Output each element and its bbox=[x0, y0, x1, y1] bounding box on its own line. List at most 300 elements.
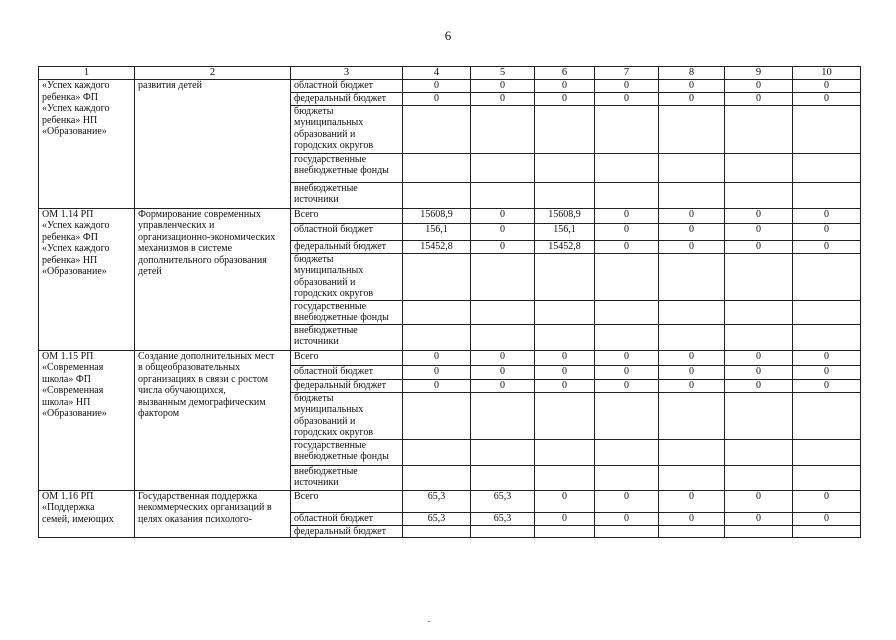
amount-cell bbox=[725, 80, 793, 93]
amount-cell bbox=[595, 439, 659, 465]
funding-source-line: федеральный бюджет bbox=[294, 240, 387, 252]
amount-cell bbox=[793, 392, 861, 439]
amount-value: 65,3 bbox=[493, 512, 512, 524]
measure-name-line: Создание дополнительных мест bbox=[138, 350, 275, 362]
measure-code-line: ребенка» НП bbox=[42, 254, 98, 266]
amount-cell bbox=[725, 512, 793, 525]
amount-value: 0 bbox=[434, 379, 439, 391]
amount-cell bbox=[659, 465, 725, 490]
funding-source-line: муниципальных bbox=[294, 117, 364, 128]
amount-cell bbox=[535, 379, 595, 392]
amount-cell bbox=[535, 490, 595, 512]
funding-source-line: источники bbox=[294, 194, 339, 205]
amount-cell bbox=[471, 253, 535, 300]
table-row bbox=[39, 490, 861, 512]
column-number: 4 bbox=[403, 67, 471, 80]
funding-source-cell bbox=[291, 379, 403, 392]
amount-cell bbox=[535, 350, 595, 365]
column-number: 8 bbox=[659, 67, 725, 80]
amount-value: 0 bbox=[824, 80, 829, 91]
amount-cell bbox=[535, 512, 595, 525]
measure-code-line: «Успех каждого bbox=[42, 220, 110, 231]
amount-cell bbox=[471, 525, 535, 538]
amount-cell bbox=[725, 324, 793, 350]
amount-cell bbox=[725, 105, 793, 153]
measure-name-line: некоммерческих организаций в bbox=[138, 502, 272, 513]
amount-cell bbox=[403, 208, 471, 223]
amount-cell bbox=[535, 392, 595, 439]
amount-cell bbox=[793, 490, 861, 512]
amount-cell bbox=[659, 182, 725, 208]
amount-value: 65,3 bbox=[427, 490, 446, 502]
amount-value: 0 bbox=[624, 240, 629, 252]
funding-source-cell bbox=[291, 465, 403, 490]
table-row bbox=[39, 350, 861, 365]
amount-cell bbox=[535, 223, 595, 240]
funding-source-line: бюджеты bbox=[294, 253, 334, 265]
amount-cell bbox=[793, 105, 861, 153]
amount-cell bbox=[471, 182, 535, 208]
table-row bbox=[39, 208, 861, 223]
measure-code-line: «Успех каждого bbox=[42, 103, 110, 114]
measure-name-line: числа обучающихся, bbox=[138, 385, 226, 396]
amount-cell bbox=[659, 324, 725, 350]
funding-source-line: Всего bbox=[294, 350, 319, 362]
amount-cell bbox=[471, 379, 535, 392]
measure-code-line: «Поддержка bbox=[42, 502, 95, 513]
table-row bbox=[39, 80, 861, 93]
funding-source-line: внебюджетные фонды bbox=[294, 312, 389, 323]
amount-cell bbox=[793, 153, 861, 182]
funding-source-line: областной бюджет bbox=[294, 80, 374, 91]
amount-value: 0 bbox=[624, 350, 629, 362]
measure-code-line: ОМ 1.15 РП bbox=[42, 350, 94, 362]
measure-name-cell bbox=[135, 350, 291, 490]
amount-cell bbox=[659, 525, 725, 538]
amount-cell bbox=[535, 465, 595, 490]
amount-value: 0 bbox=[689, 80, 694, 91]
amount-value: 0 bbox=[689, 208, 694, 220]
amount-cell bbox=[793, 465, 861, 490]
amount-cell bbox=[403, 365, 471, 379]
amount-value: 0 bbox=[434, 365, 439, 377]
funding-source-line: муниципальных bbox=[294, 265, 364, 276]
funding-source-line: образований и bbox=[294, 128, 356, 140]
funding-source-line: бюджеты bbox=[294, 105, 334, 117]
funding-source-line: государственные bbox=[294, 439, 367, 451]
amount-cell bbox=[725, 365, 793, 379]
amount-cell bbox=[793, 439, 861, 465]
amount-value: 0 bbox=[500, 92, 505, 104]
measure-name-line: вызванным демографическим bbox=[138, 396, 266, 408]
amount-cell bbox=[725, 208, 793, 223]
amount-cell bbox=[595, 253, 659, 300]
funding-source-cell bbox=[291, 525, 403, 538]
funding-source-line: областной бюджет bbox=[294, 512, 374, 524]
measure-code-line: ОМ 1.14 РП bbox=[42, 208, 94, 220]
funding-source-line: внебюджетные bbox=[294, 465, 358, 477]
amount-cell bbox=[659, 223, 725, 240]
amount-cell bbox=[659, 240, 725, 253]
amount-cell bbox=[403, 92, 471, 105]
amount-cell bbox=[595, 324, 659, 350]
amount-cell bbox=[725, 465, 793, 490]
amount-cell bbox=[793, 379, 861, 392]
funding-source-line: источники bbox=[294, 336, 339, 347]
funding-source-cell bbox=[291, 92, 403, 105]
amount-cell bbox=[403, 490, 471, 512]
amount-cell bbox=[725, 223, 793, 240]
funding-source-cell bbox=[291, 105, 403, 153]
amount-cell bbox=[403, 153, 471, 182]
amount-value: 0 bbox=[756, 512, 761, 524]
amount-cell bbox=[403, 80, 471, 93]
amount-cell bbox=[659, 105, 725, 153]
amount-cell bbox=[471, 490, 535, 512]
amount-cell bbox=[725, 392, 793, 439]
amount-cell bbox=[471, 392, 535, 439]
funding-source-line: внебюджетные bbox=[294, 324, 358, 336]
amount-cell bbox=[403, 392, 471, 439]
amount-value: 0 bbox=[562, 512, 567, 524]
amount-cell bbox=[793, 324, 861, 350]
amount-cell bbox=[471, 350, 535, 365]
measure-name-cell bbox=[135, 80, 291, 209]
measure-name-line: организациях в связи с ростом bbox=[138, 373, 269, 385]
column-number: 10 bbox=[793, 67, 861, 80]
amount-cell bbox=[725, 350, 793, 365]
amount-cell bbox=[659, 490, 725, 512]
amount-value: 0 bbox=[824, 365, 829, 377]
measure-code-cell bbox=[39, 208, 135, 350]
amount-value: 0 bbox=[756, 379, 761, 391]
amount-cell bbox=[471, 365, 535, 379]
funding-source-line: образований и bbox=[294, 276, 356, 288]
amount-value: 0 bbox=[824, 379, 829, 391]
funding-source-line: государственные bbox=[294, 300, 367, 312]
amount-cell bbox=[793, 365, 861, 379]
funding-source-line: внебюджетные фонды bbox=[294, 451, 389, 462]
amount-cell bbox=[535, 525, 595, 538]
amount-cell bbox=[403, 439, 471, 465]
measure-code-line: ребенка» ФП bbox=[42, 91, 98, 103]
amount-cell bbox=[471, 439, 535, 465]
measure-code-line: «Успех каждого bbox=[42, 243, 110, 254]
amount-cell bbox=[471, 240, 535, 253]
funding-source-cell bbox=[291, 512, 403, 525]
amount-value: 0 bbox=[689, 223, 694, 235]
measure-code-line: школа» ФП bbox=[42, 373, 91, 385]
amount-cell bbox=[471, 300, 535, 324]
amount-cell bbox=[595, 105, 659, 153]
amount-cell bbox=[793, 223, 861, 240]
amount-cell bbox=[725, 253, 793, 300]
column-number: 7 bbox=[595, 67, 659, 80]
amount-cell bbox=[535, 92, 595, 105]
amount-cell bbox=[595, 182, 659, 208]
funding-source-cell bbox=[291, 392, 403, 439]
amount-cell bbox=[659, 153, 725, 182]
amount-cell bbox=[471, 208, 535, 223]
amount-cell bbox=[725, 300, 793, 324]
amount-value: 65,3 bbox=[493, 490, 512, 502]
amount-value: 0 bbox=[824, 92, 829, 104]
scan-speck bbox=[428, 621, 430, 622]
amount-cell bbox=[595, 490, 659, 512]
amount-cell bbox=[725, 379, 793, 392]
amount-cell bbox=[403, 525, 471, 538]
amount-cell bbox=[725, 490, 793, 512]
amount-cell bbox=[535, 182, 595, 208]
funding-source-cell bbox=[291, 253, 403, 300]
column-number: 2 bbox=[135, 67, 291, 80]
amount-cell bbox=[595, 525, 659, 538]
amount-value: 15452,8 bbox=[548, 240, 581, 252]
funding-source-cell bbox=[291, 208, 403, 223]
amount-value: 0 bbox=[624, 490, 629, 502]
measure-name-cell bbox=[135, 490, 291, 538]
funding-source-line: бюджеты bbox=[294, 392, 334, 404]
amount-value: 156,1 bbox=[553, 223, 576, 235]
amount-cell bbox=[471, 324, 535, 350]
amount-value: 0 bbox=[562, 490, 567, 502]
amount-value: 0 bbox=[562, 80, 567, 91]
measure-name-line: механизмов в системе bbox=[138, 243, 233, 254]
measure-code-line: «Успех каждого bbox=[42, 80, 110, 91]
measure-name-line: детей bbox=[138, 266, 162, 277]
amount-value: 0 bbox=[689, 240, 694, 252]
funding-source-line: государственные bbox=[294, 153, 367, 165]
amount-cell bbox=[793, 208, 861, 223]
amount-cell bbox=[659, 439, 725, 465]
amount-value: 0 bbox=[562, 92, 567, 104]
amount-value: 0 bbox=[434, 80, 439, 91]
funding-source-line: федеральный бюджет bbox=[294, 379, 387, 391]
measure-code-line: школа» НП bbox=[42, 396, 91, 408]
amount-value: 0 bbox=[689, 350, 694, 362]
amount-cell bbox=[471, 92, 535, 105]
page-number: 6 bbox=[444, 28, 452, 43]
measure-code-line: «Образование» bbox=[42, 126, 107, 137]
amount-cell bbox=[403, 223, 471, 240]
amount-value: 0 bbox=[756, 350, 761, 362]
amount-value: 0 bbox=[689, 379, 694, 391]
measure-code-line: ребенка» ФП bbox=[42, 231, 98, 243]
amount-cell bbox=[595, 365, 659, 379]
amount-cell bbox=[403, 379, 471, 392]
amount-value: 0 bbox=[624, 512, 629, 524]
funding-source-line: федеральный бюджет bbox=[294, 525, 387, 537]
amount-cell bbox=[535, 80, 595, 93]
amount-cell bbox=[659, 512, 725, 525]
funding-source-line: Всего bbox=[294, 208, 319, 220]
measure-name-line: Формирование современных bbox=[138, 208, 261, 220]
measure-code-line: ребенка» НП bbox=[42, 114, 98, 126]
amount-value: 0 bbox=[500, 240, 505, 252]
funding-source-cell bbox=[291, 365, 403, 379]
column-number: 1 bbox=[39, 67, 135, 80]
amount-value: 0 bbox=[500, 80, 505, 91]
amount-cell bbox=[725, 525, 793, 538]
amount-cell bbox=[595, 208, 659, 223]
amount-value: 0 bbox=[500, 379, 505, 391]
amount-value: 0 bbox=[824, 350, 829, 362]
amount-cell bbox=[659, 350, 725, 365]
amount-cell bbox=[595, 392, 659, 439]
amount-cell bbox=[535, 439, 595, 465]
amount-cell bbox=[471, 223, 535, 240]
amount-cell bbox=[595, 512, 659, 525]
amount-cell bbox=[403, 324, 471, 350]
amount-cell bbox=[793, 80, 861, 93]
amount-cell bbox=[471, 80, 535, 93]
amount-value: 0 bbox=[624, 208, 629, 220]
amount-value: 0 bbox=[756, 365, 761, 377]
amount-cell bbox=[793, 253, 861, 300]
amount-value: 0 bbox=[500, 365, 505, 377]
amount-value: 0 bbox=[756, 208, 761, 220]
amount-value: 156,1 bbox=[425, 223, 448, 235]
funding-source-cell bbox=[291, 80, 403, 93]
amount-cell bbox=[595, 80, 659, 93]
amount-value: 0 bbox=[500, 208, 505, 220]
amount-cell bbox=[793, 182, 861, 208]
amount-cell bbox=[595, 350, 659, 365]
amount-cell bbox=[793, 350, 861, 365]
measure-code-cell bbox=[39, 350, 135, 490]
amount-cell bbox=[793, 525, 861, 538]
amount-cell bbox=[793, 92, 861, 105]
amount-cell bbox=[725, 439, 793, 465]
amount-cell bbox=[535, 240, 595, 253]
measure-code-line: «Образование» bbox=[42, 266, 107, 277]
budget-table bbox=[38, 66, 861, 538]
amount-cell bbox=[471, 105, 535, 153]
amount-cell bbox=[595, 465, 659, 490]
amount-cell bbox=[659, 300, 725, 324]
amount-value: 15608,9 bbox=[420, 208, 453, 220]
amount-value: 0 bbox=[756, 490, 761, 502]
funding-source-line: внебюджетные bbox=[294, 182, 358, 194]
amount-value: 0 bbox=[689, 92, 694, 104]
amount-value: 0 bbox=[624, 223, 629, 235]
measure-name-line: организационно-экономических bbox=[138, 231, 276, 243]
amount-cell bbox=[403, 105, 471, 153]
amount-cell bbox=[659, 379, 725, 392]
funding-source-line: федеральный бюджет bbox=[294, 92, 387, 104]
amount-cell bbox=[659, 392, 725, 439]
funding-source-cell bbox=[291, 182, 403, 208]
amount-value: 0 bbox=[434, 92, 439, 104]
funding-source-cell bbox=[291, 223, 403, 240]
amount-cell bbox=[403, 465, 471, 490]
amount-value: 0 bbox=[624, 80, 629, 91]
amount-value: 0 bbox=[689, 512, 694, 524]
column-number: 5 bbox=[471, 67, 535, 80]
amount-value: 0 bbox=[500, 223, 505, 235]
measure-code-cell bbox=[39, 490, 135, 538]
amount-cell bbox=[595, 223, 659, 240]
funding-source-line: областной бюджет bbox=[294, 223, 374, 235]
amount-cell bbox=[595, 92, 659, 105]
measure-name-line: управленческих и bbox=[138, 220, 215, 231]
amount-value: 0 bbox=[756, 240, 761, 252]
amount-value: 0 bbox=[624, 92, 629, 104]
amount-cell bbox=[793, 300, 861, 324]
amount-cell bbox=[595, 379, 659, 392]
funding-source-cell bbox=[291, 300, 403, 324]
amount-cell bbox=[403, 512, 471, 525]
amount-cell bbox=[725, 182, 793, 208]
funding-source-line: городских округов bbox=[294, 288, 374, 299]
measure-code-line: ОМ 1.16 РП bbox=[42, 490, 94, 502]
amount-value: 0 bbox=[756, 92, 761, 104]
measure-code-line: семей, имеющих bbox=[42, 513, 114, 525]
measure-code-line: «Образование» bbox=[42, 408, 107, 419]
amount-cell bbox=[403, 240, 471, 253]
amount-cell bbox=[725, 92, 793, 105]
amount-value: 0 bbox=[824, 512, 829, 524]
measure-name-line: развития детей bbox=[138, 80, 202, 91]
measure-name-cell bbox=[135, 208, 291, 350]
amount-value: 0 bbox=[824, 490, 829, 502]
funding-source-line: Всего bbox=[294, 490, 319, 502]
funding-source-cell bbox=[291, 153, 403, 182]
amount-cell bbox=[403, 253, 471, 300]
amount-cell bbox=[595, 153, 659, 182]
amount-cell bbox=[471, 465, 535, 490]
amount-cell bbox=[471, 512, 535, 525]
amount-cell bbox=[725, 240, 793, 253]
funding-source-line: образований и bbox=[294, 415, 356, 427]
amount-value: 15608,9 bbox=[548, 208, 581, 220]
amount-cell bbox=[403, 300, 471, 324]
measure-code-line: «Современная bbox=[42, 385, 104, 396]
amount-value: 0 bbox=[824, 223, 829, 235]
amount-cell bbox=[659, 92, 725, 105]
measure-name-line: фактором bbox=[138, 408, 180, 419]
amount-cell bbox=[659, 365, 725, 379]
amount-cell bbox=[535, 300, 595, 324]
amount-cell bbox=[535, 253, 595, 300]
amount-cell bbox=[535, 105, 595, 153]
funding-source-cell bbox=[291, 350, 403, 365]
measure-name-line: в общеобразовательных bbox=[138, 362, 241, 373]
column-number: 3 bbox=[291, 67, 403, 80]
amount-value: 0 bbox=[756, 80, 761, 91]
amount-cell bbox=[725, 153, 793, 182]
amount-value: 0 bbox=[434, 350, 439, 362]
funding-source-line: внебюджетные фонды bbox=[294, 165, 389, 176]
funding-source-cell bbox=[291, 439, 403, 465]
amount-cell bbox=[403, 350, 471, 365]
column-number: 6 bbox=[535, 67, 595, 80]
amount-cell bbox=[793, 240, 861, 253]
amount-value: 0 bbox=[500, 350, 505, 362]
amount-value: 0 bbox=[562, 365, 567, 377]
funding-source-line: городских округов bbox=[294, 427, 374, 438]
amount-cell bbox=[659, 208, 725, 223]
amount-cell bbox=[595, 300, 659, 324]
amount-value: 65,3 bbox=[427, 512, 446, 524]
funding-source-cell bbox=[291, 240, 403, 253]
amount-cell bbox=[471, 153, 535, 182]
amount-value: 0 bbox=[756, 223, 761, 235]
amount-cell bbox=[793, 512, 861, 525]
funding-source-cell bbox=[291, 324, 403, 350]
measure-code-cell bbox=[39, 80, 135, 209]
amount-value: 0 bbox=[562, 379, 567, 391]
